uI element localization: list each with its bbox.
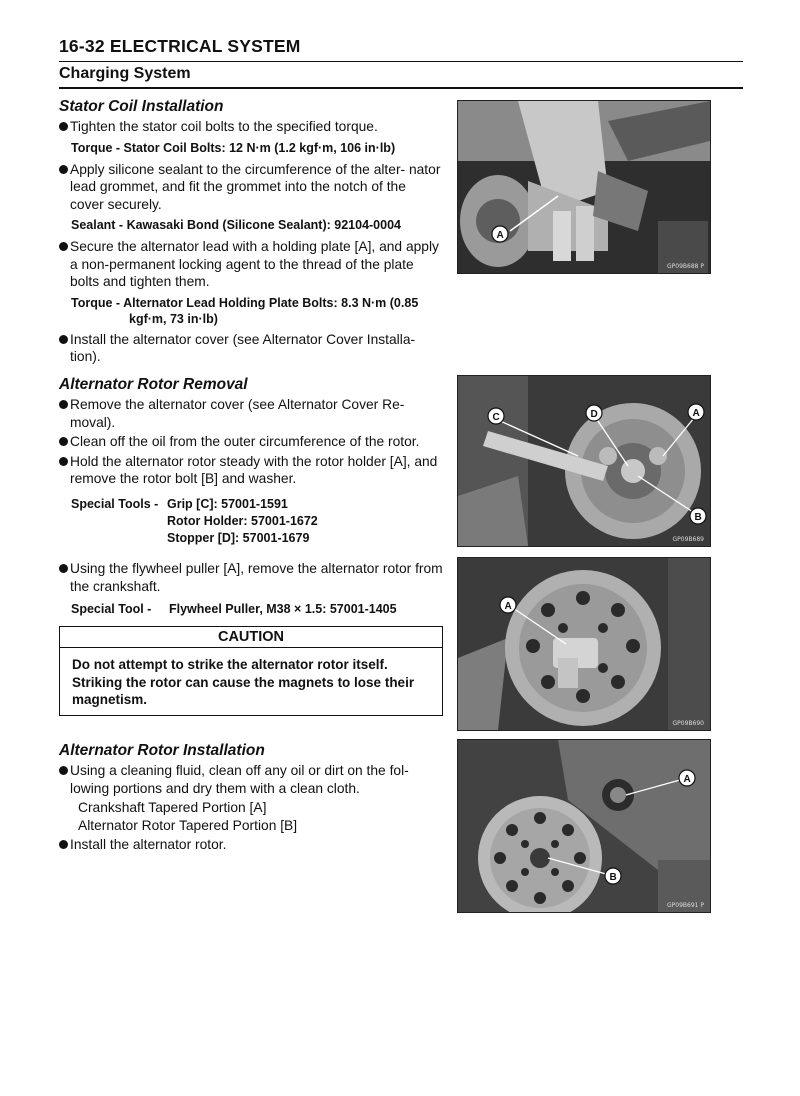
caution-box: [59, 626, 443, 716]
special-tool: Special Tool - Flywheel Puller, M38 × 1.5: 57001-1405: [71, 602, 397, 616]
torque-spec: Torque - Alternator Lead Holding Plate Bolts: 8.3 N·m (0.85 kgf·m, 73 in·lb): [71, 295, 419, 326]
header-rule: [59, 61, 743, 62]
callout-a: [679, 770, 695, 786]
bullet-icon: [59, 335, 68, 344]
callout-a: [500, 597, 516, 613]
bullet-icon: [59, 840, 68, 849]
list-item: Crankshaft Tapered Portion [A]: [78, 800, 267, 815]
svg-text:C: C: [492, 412, 500, 423]
flywheel-puller-illustration: [458, 558, 710, 730]
figure-rotor-holder-photo: [457, 375, 711, 547]
bullet-item: Using the flywheel puller [A], remove the alternator rotor from the crankshaft.: [59, 560, 443, 595]
section-subtitle: Charging System: [59, 65, 191, 82]
stator-title: Stator Coil Installation: [59, 98, 224, 115]
callout-d: [586, 405, 602, 421]
svg-text:B: B: [694, 512, 702, 523]
page-header: [59, 36, 743, 89]
bullet-icon: [59, 165, 68, 174]
callout-b: [605, 868, 621, 884]
figure-code: GP09B690: [672, 720, 704, 727]
svg-text:B: B: [609, 872, 617, 883]
svg-text:A: A: [692, 408, 700, 419]
subtitle-rule: [59, 87, 743, 89]
sealant-spec: Sealant - Kawasaki Bond (Silicone Sealant): 92104-0004: [71, 218, 401, 232]
callout-b: [690, 508, 706, 524]
bullet-item: Secure the alternator lead with a holding plate [A], and apply a non-permanent locking agent to the thread of the plate bolts and tighten them.: [59, 238, 443, 291]
bullet-item: Using a cleaning fluid, clean off any oil or dirt on the fol- lowing portions and dry them with a clean cloth.: [59, 762, 443, 797]
figure-code: GP09B691 P: [667, 902, 704, 909]
puller-section: [59, 560, 443, 716]
bullet-item: Clean off the oil from the outer circumference of the rotor.: [59, 433, 443, 451]
bullet-item: Install the alternator cover (see Alternator Cover Installa- tion).: [59, 331, 443, 366]
callout-a: [688, 404, 704, 420]
removal-title: Alternator Rotor Removal: [59, 376, 248, 393]
bullet-icon: [59, 564, 68, 573]
stator-lead-illustration: [458, 101, 710, 273]
figure-stator-lead-photo: [457, 100, 711, 274]
bullet-icon: [59, 457, 68, 466]
svg-text:A: A: [683, 774, 691, 785]
installation-title: Alternator Rotor Installation: [59, 742, 265, 759]
bullet-item: Install the alternator rotor.: [59, 836, 443, 854]
figure-rotor-installation-photo: [457, 739, 711, 913]
special-tools: Special Tools - Grip [C]: 57001-1591 Rotor Holder: 57001-1672 Stopper [D]: 57001-1679: [71, 496, 318, 545]
rotor-installation-illustration: [458, 740, 710, 912]
bullet-item: Remove the alternator cover (see Alternator Cover Re- moval).: [59, 396, 443, 431]
bullet-icon: [59, 437, 68, 446]
figure-code: GP09B688 P: [667, 263, 704, 270]
bullet-icon: [59, 400, 68, 409]
bullet-icon: [59, 122, 68, 131]
page-title: 16-32 ELECTRICAL SYSTEM: [59, 36, 301, 56]
torque-spec: Torque - Stator Coil Bolts: 12 N·m (1.2 kgf·m, 106 in·lb): [71, 140, 396, 155]
figure-flywheel-puller-photo: [457, 557, 711, 731]
bullet-item: Tighten the stator coil bolts to the specified torque.: [59, 118, 443, 136]
svg-text:A: A: [496, 230, 504, 241]
caution-heading: CAUTION: [60, 627, 442, 648]
removal-section: [59, 376, 443, 547]
svg-text:D: D: [590, 409, 598, 420]
svg-text:A: A: [504, 601, 512, 612]
stator-section: [59, 98, 443, 368]
caution-text: Do not attempt to strike the alternator rotor itself. Striking the rotor can cause the magnets to lose their magnetism.: [72, 657, 415, 707]
figure-code: GP09B689: [672, 536, 704, 543]
installation-section: [59, 742, 443, 856]
bullet-icon: [59, 766, 68, 775]
bullet-item: Hold the alternator rotor steady with the rotor holder [A], and remove the rotor bolt [B] and washer.: [59, 453, 443, 488]
list-item: Alternator Rotor Tapered Portion [B]: [78, 817, 298, 833]
bullet-item: Apply silicone sealant to the circumference of the alter- nator lead grommet, and fit the grommet into the notch of the cover securely.: [59, 161, 443, 214]
callout-c: [488, 408, 504, 424]
bullet-icon: [59, 242, 68, 251]
rotor-holder-illustration: [458, 376, 710, 546]
callout-a: [492, 226, 508, 242]
